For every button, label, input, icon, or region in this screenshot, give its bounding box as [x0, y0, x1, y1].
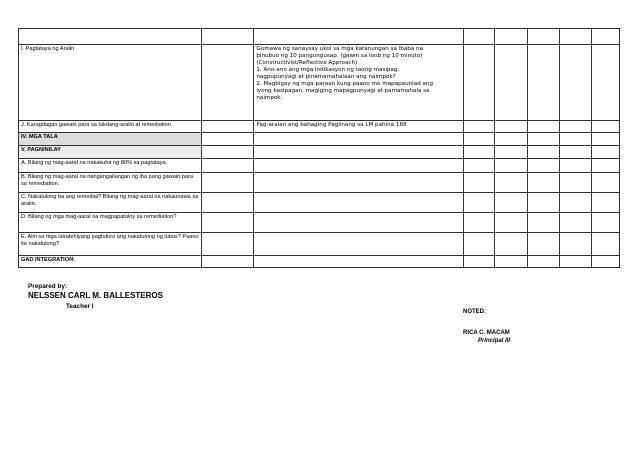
karagdagan-content: Pag-aralan ang bahaging Paglinang sa LM pahina 168 [254, 121, 464, 133]
section-heading: V. PAGNINILAY [19, 146, 202, 159]
gad-integration-label: GAD INTEGRATION: [19, 256, 202, 268]
section-heading: IV. MGA TALA [19, 133, 202, 146]
lesson-plan-table [18, 28, 620, 268]
content-line: naimpok. [256, 95, 283, 101]
row-label: D. Bilang ng mga mag-aaral na magpapatuloy sa remediation? [19, 213, 202, 233]
row-label: I. Pagtataya ng Aralin [19, 45, 202, 121]
table-row-pagninilay [19, 146, 620, 159]
content-line: iyong kasipagan, magiging mapagpunyagi at pamamahala sa [256, 88, 430, 94]
pagtataya-content [254, 45, 464, 121]
content-line: 1. Ano-ano ang mga indikasyon ng taong masipag, [256, 67, 400, 73]
noter-name: RICA C. MACAM [463, 330, 510, 336]
content-line: binubuo ng 10 pangungusap. (gawin sa loob ng 10 minuto) [256, 53, 423, 59]
table-row-karagdagan [19, 121, 620, 133]
table-row-blank [19, 29, 620, 45]
prepared-by-label: Prepared by: [28, 283, 68, 290]
table-row [19, 213, 620, 233]
row-label: E. Alin sa mga istratehiyang pagtuturo ang nakatulong ng lubos? Paano ito nakatulong? [19, 233, 202, 256]
preparer-role: Teacher I [66, 303, 94, 310]
row-label: J. Karagdagan gawain para sa takdang-aralin at remediation [19, 121, 202, 133]
row-label: C. Nakatulong ba ang remedial? Bilang ng mag-aaral na nakaunawa sa aralin. [19, 193, 202, 213]
table-row [19, 159, 620, 173]
table-row-pagtataya [19, 45, 620, 121]
table-row [19, 193, 620, 213]
table-row [19, 173, 620, 193]
table-row-gad [19, 256, 620, 268]
table-row [19, 233, 620, 256]
content-line: nagpupunyagi at pinamamahalaan ang naimpok? [256, 74, 396, 80]
row-label: B. Bilang ng mag-aaral na nangangailangan ng iba pang gawain para sa remediation. [19, 173, 202, 193]
preparer-name: NELSSEN CARL M. BALLESTEROS [28, 291, 163, 300]
content-line: Gumawa ng sanaysay ukol sa mga katanungan sa ibaba na [256, 46, 423, 52]
content-line: 2. Magbigay ng mga paraan kung paano mo mapapaunlad ang [256, 81, 434, 87]
noter-role: Principal III [478, 338, 511, 344]
table-cell [19, 29, 202, 45]
table-row-mga-tala [19, 133, 620, 146]
row-label: A. Bilang ng mag-aaral na nakakuha ng 80% sa pagtataya. [19, 159, 202, 173]
content-line: (Constructivist/Reflective Approach) [256, 60, 358, 66]
noted-label: NOTED: [463, 309, 486, 315]
